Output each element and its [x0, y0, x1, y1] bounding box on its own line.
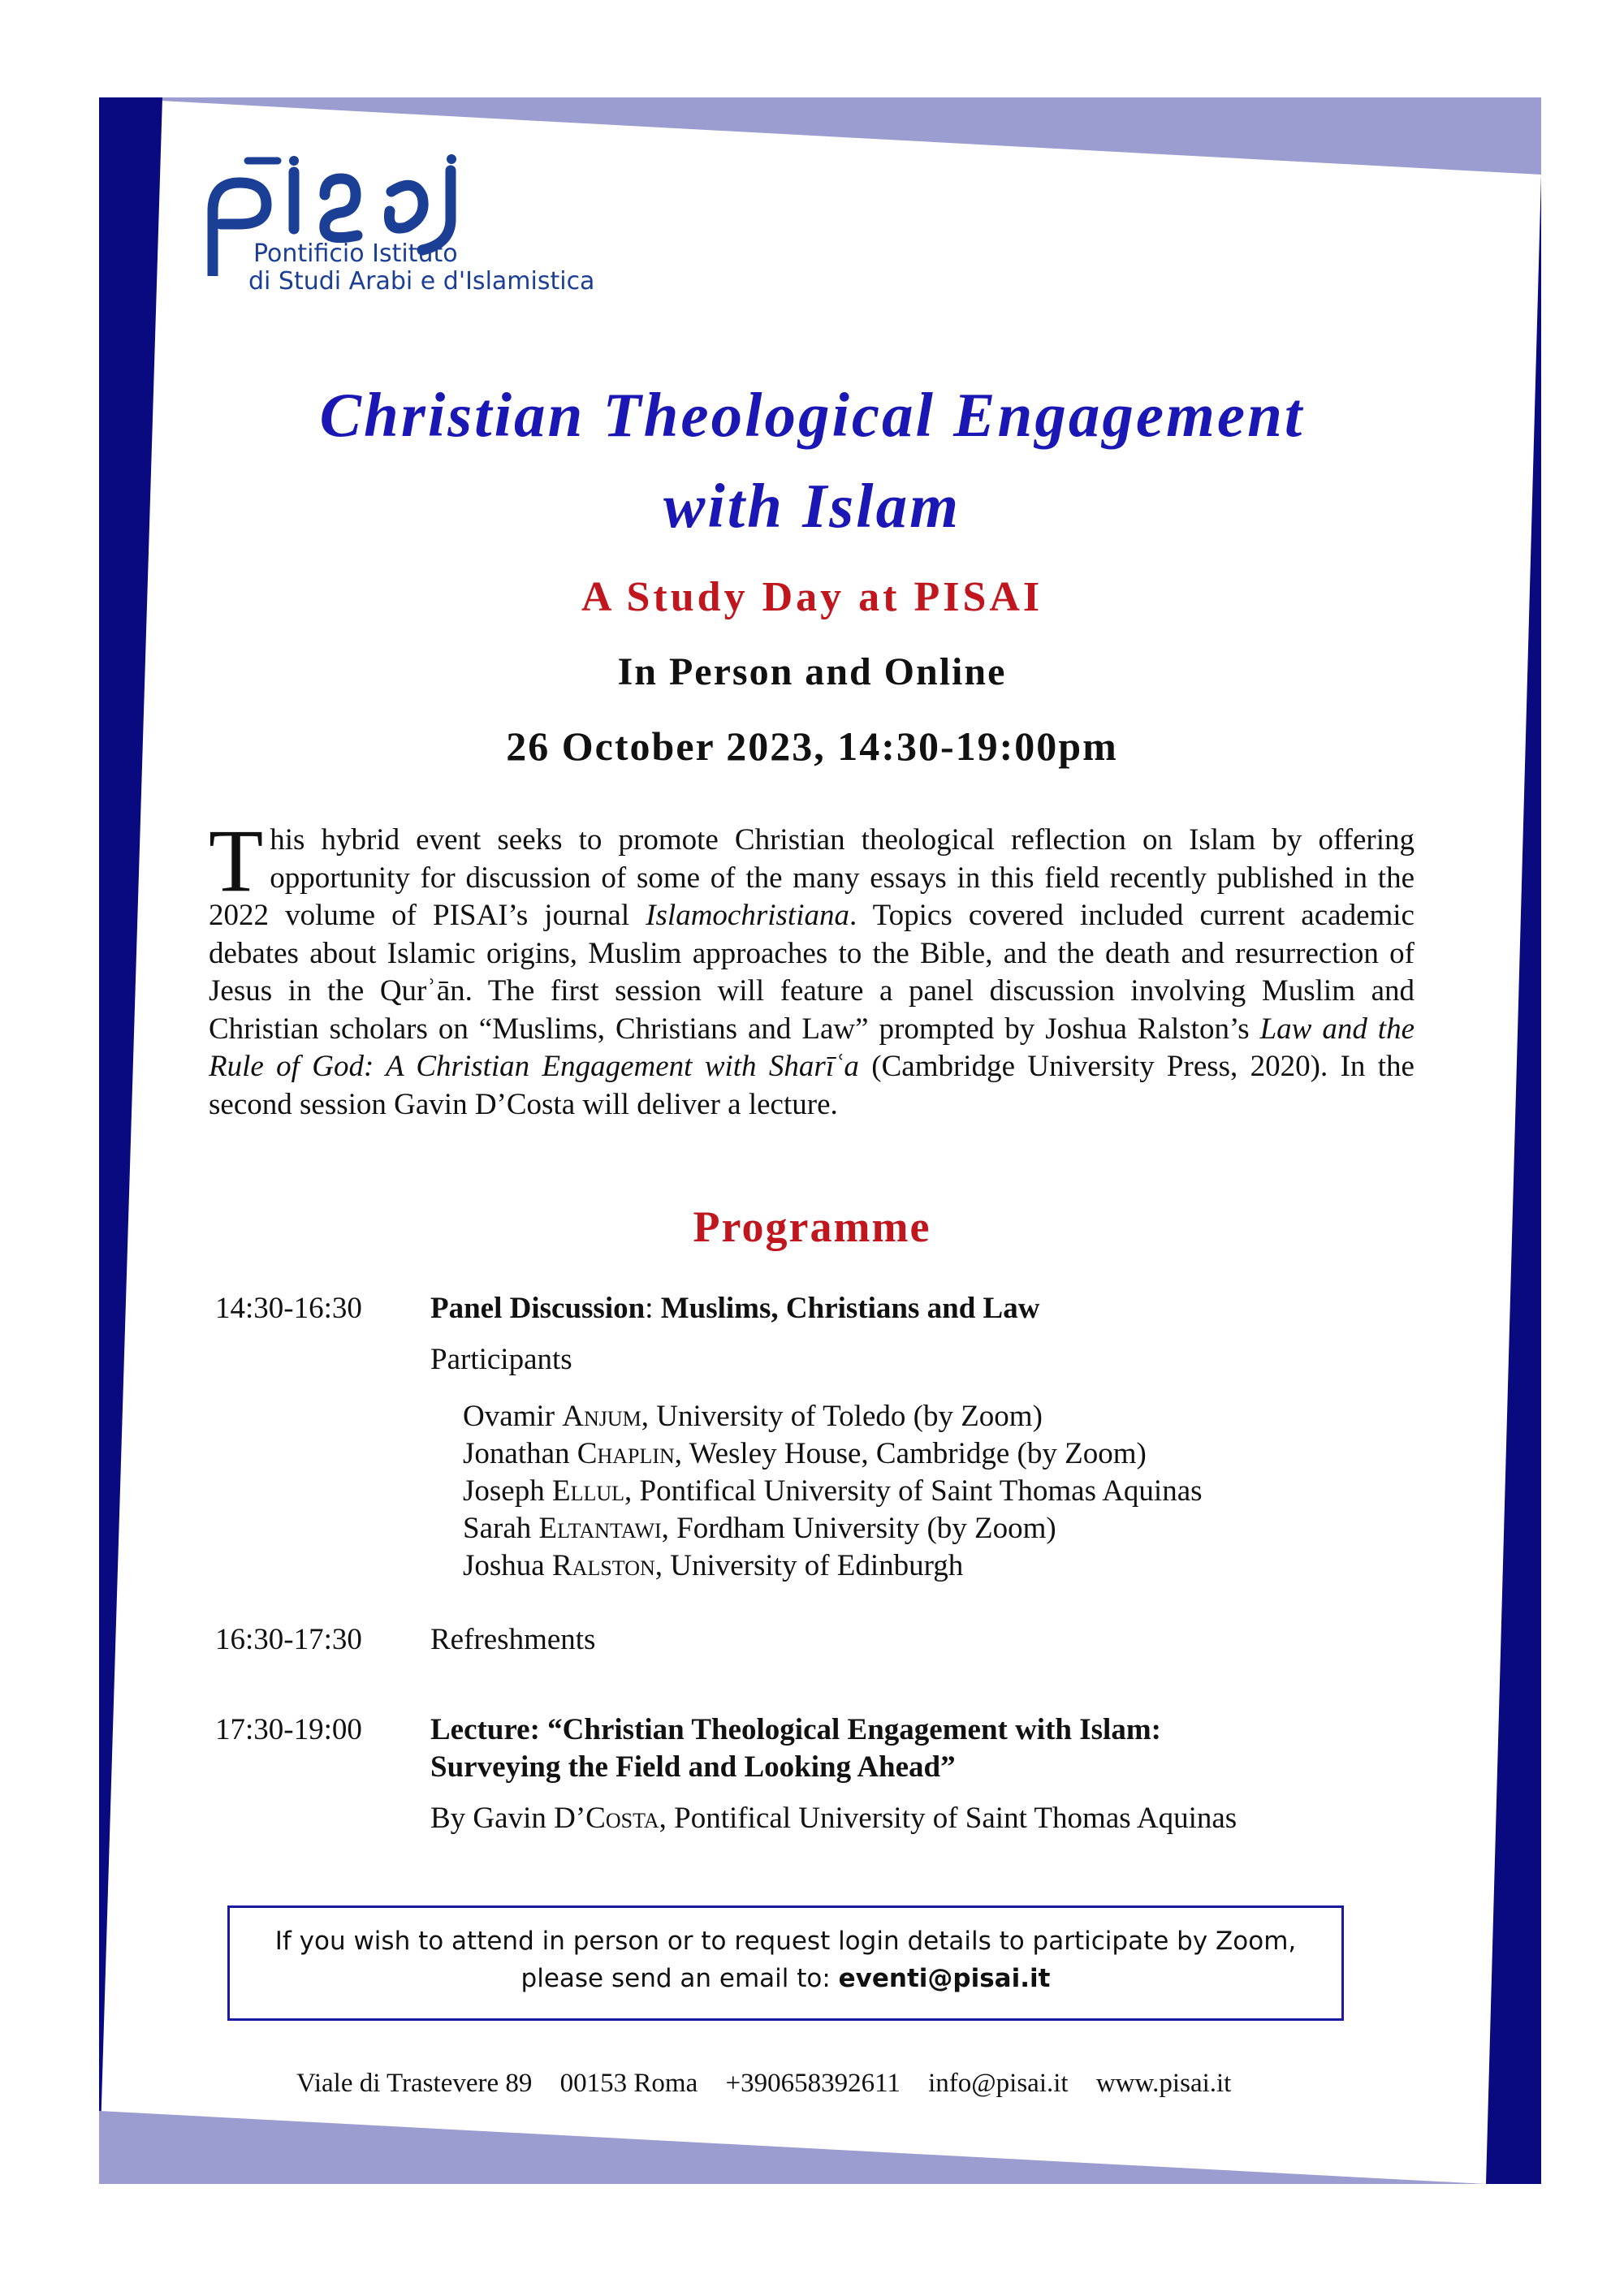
event-mode: In Person and Online — [617, 650, 1007, 693]
intro-text-2: . Topics covered included current academic debates about Islamic origins, Muslim approaches to the Bible, and the death and resurrection of Jesus in the Qurʾān. The first session will feature a panel discussion involving Muslim and Christian scholars on “Muslims, Christians and Law” prompted by Joshua Ralston’s — [209, 899, 1415, 1046]
session-2-label: Refreshments — [430, 1623, 596, 1656]
intro-text-1: his hybrid event seeks to promote Christian theological reflection on Islam by offering opportunity for discussion of some of the many essays in this field recently published in the 2022 volume of PISAI’s journal — [209, 823, 1415, 932]
participant-first-name: Jonathan — [463, 1437, 577, 1470]
footer-phone: +390658392611 — [725, 2069, 901, 2098]
footer-postcode: 00153 Roma — [559, 2069, 698, 2098]
notice-line-1: If you wish to attend in person or to request login details to participate by Zoom, — [274, 1927, 1297, 1956]
session-1-sep: : — [645, 1292, 661, 1325]
notice-line-2 — [230, 1960, 1341, 1997]
session-1-label: Panel Discussion — [430, 1292, 646, 1325]
participant-item — [463, 1473, 1203, 1510]
drop-cap: T — [209, 811, 264, 910]
participants-label: Participants — [430, 1343, 572, 1376]
notice-line-2-text: please send an email to: — [520, 1964, 839, 1993]
participant-first-name: Sarah — [463, 1512, 539, 1545]
footer-address: Viale di Trastevere 89 — [296, 2069, 533, 2098]
lecture-title-line-1: Lecture: “Christian Theological Engagement with Islam: — [430, 1713, 1161, 1746]
event-date: 26 October 2023, 14:30-19:00pm — [506, 723, 1118, 769]
participant-affiliation: , University of Toledo (by Zoom) — [641, 1400, 1043, 1433]
speaker-last-name: Costa — [585, 1802, 659, 1835]
participant-last-name: Chaplin — [577, 1437, 675, 1470]
speaker-prefix: By Gavin D’ — [430, 1802, 586, 1835]
intro-text-3: (Cambridge University Press, 2020). In the second session Gavin D’Costa will deliver a lecture. — [209, 1050, 1415, 1121]
intro-paragraph — [209, 811, 1415, 1124]
participant-item — [463, 1547, 963, 1585]
speaker-affiliation: , Pontifical University of Saint Thomas Aquinas — [659, 1802, 1237, 1835]
participant-first-name: Joshua — [463, 1549, 552, 1582]
logo-line-2: di Studi Arabi e d'Islamistica — [248, 267, 595, 296]
lecture-speaker — [430, 1800, 1237, 1837]
frame-right-band — [1486, 175, 1541, 2184]
footer-contact — [296, 2067, 1252, 2100]
participant-item — [463, 1435, 1147, 1473]
logo-subtitle — [248, 240, 595, 296]
footer-website-link[interactable]: www.pisai.it — [1095, 2069, 1232, 2098]
event-title-line-2: with Islam — [663, 471, 961, 541]
book-title: Law and the Rule of God: A Christian Engagement with Sharīʿa — [209, 1012, 1415, 1083]
session-1-time: 14:30-16:30 — [215, 1292, 362, 1325]
registration-notice — [227, 1905, 1344, 2021]
event-title — [162, 369, 1462, 551]
participant-last-name: Anjum — [562, 1400, 641, 1433]
participant-first-name: Ovamir — [463, 1400, 563, 1433]
session-1-title — [430, 1290, 1039, 1327]
session-1-topic: Muslims, Christians and Law — [660, 1292, 1040, 1325]
event-title-line-1: Christian Theological Engagement — [319, 380, 1305, 450]
participant-first-name: Joseph — [463, 1474, 552, 1508]
participant-last-name: Ralston — [551, 1549, 655, 1582]
lecture-title-line-2: Surveying the Field and Looking Ahead” — [430, 1750, 956, 1784]
journal-title: Islamochristiana — [646, 899, 849, 932]
logo-line-1: Pontificio Istituto — [253, 240, 458, 268]
session-3-time: 17:30-19:00 — [215, 1713, 362, 1746]
participant-affiliation: , Wesley House, Cambridge (by Zoom) — [674, 1437, 1147, 1470]
footer-email-link[interactable]: info@pisai.it — [928, 2069, 1069, 2098]
session-2-time: 16:30-17:30 — [215, 1623, 362, 1656]
participant-item — [463, 1510, 1056, 1547]
participant-affiliation: , Fordham University (by Zoom) — [661, 1512, 1056, 1545]
programme-heading: Programme — [693, 1202, 931, 1251]
participant-affiliation: , Pontifical University of Saint Thomas Aquinas — [624, 1474, 1203, 1508]
contact-email-link[interactable]: eventi@pisai.it — [838, 1964, 1051, 1993]
participant-affiliation: , University of Edinburgh — [654, 1549, 964, 1582]
participant-item — [463, 1398, 1043, 1435]
participant-last-name: Ellul — [551, 1474, 625, 1508]
event-subtitle: A Study Day at PISAI — [581, 574, 1043, 620]
frame-left-band — [99, 97, 162, 2184]
frame-bottom-band — [99, 2111, 1486, 2184]
participant-last-name: Eltantawi — [538, 1512, 662, 1545]
